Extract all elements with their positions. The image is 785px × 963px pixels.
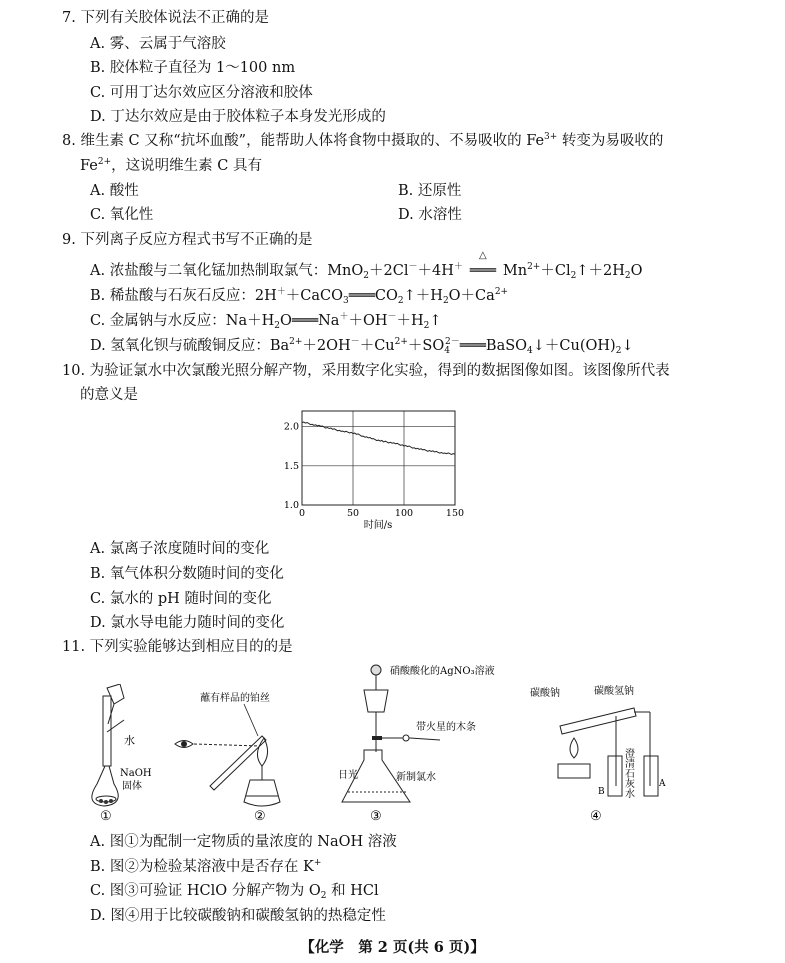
q8-option-b: B. 还原性 [398,183,462,199]
fig3-light-label: 日光 [338,770,358,781]
q11-stem: 11. 下列实验能够达到相应目的的是 [62,639,293,655]
fig4-na2co3-label: 碳酸钠 [530,688,560,699]
x-tick-labels [299,508,464,519]
q7-option-c: C. 可用丁达尔效应区分溶液和胶体 [90,85,313,101]
y-tick-label: 1.5 [283,460,299,472]
fig3-chlorine-water-label: 新制氯水 [396,772,436,783]
fig2-number: ② [254,809,266,824]
x-tick-label: 0 [298,508,306,519]
page-footer: 【化学 第 2 页(共 6 页)】 [300,939,485,956]
q9-stem: 9. 下列离子反应方程式书写不正确的是 [62,232,313,248]
fig1-number: ① [100,809,112,824]
q7-stem: 7. 下列有关胶体说法不正确的是 [62,10,269,26]
fig1-naoh-label: NaOH [120,768,152,779]
q11-option-b: B. 图②为检验某溶液中是否存在 K+ [90,858,322,875]
fig4-b-label: B [598,787,605,797]
fig1-water-label: 水 [124,734,135,747]
chart-grid [302,411,455,505]
figure-3-chlorine-water [330,660,515,824]
x-tick-label: 100 [394,508,414,519]
q10-option-d: D. 氯水导电能力随时间的变化 [90,615,285,631]
q8-option-c: C. 氧化性 [90,207,154,223]
q11-option-d: D. 图④用于比较碳酸钠和碳酸氢钠的热稳定性 [90,908,386,924]
y-tick-label: 2.0 [283,421,299,433]
q11-option-a: A. 图①为配制一定物质的量浓度的 NaOH 溶液 [90,834,397,850]
plot-frame [302,411,455,505]
q10-option-a: A. 氯离子浓度随时间的变化 [90,541,270,557]
q10-option-c: C. 氯水的 pH 随时间的变化 [90,591,272,607]
q8-option-a: A. 酸性 [90,183,139,199]
fig4-a-label: A [659,779,666,789]
q8-stem-line2: $Fe^{2+}$，这说明维生素 C 具有 [80,157,262,174]
fig4-nahco3-label: 碳酸氢钠 [594,686,634,697]
ph-time-chart [280,407,465,531]
q9-option-d: D. 氢氧化钡与硫酸铜反应：$Ba^{2+}+2OH^-+Cu^{2+}+SO_4^{2-}═══BaSO_4↓+Cu(OH)_2↓$ [90,337,634,356]
figure-4-thermal-stability [524,676,669,826]
figure-1-volumetric-flask [84,684,174,824]
x-axis-label: 时间/s [363,520,393,531]
q9-option-a: A. 浓盐酸与二氧化锰加热制取氯气：MnO$_2$＋2Cl－＋4H＋ △ ═══ $Mn^{2+}+Cl_2↑+2H_2O$ [90,250,643,281]
heat-symbol: △ [479,250,487,261]
fig3-number: ③ [370,809,382,824]
x-tick-label: 50 [346,508,360,519]
q9-option-b: B. 稀盐酸与石灰石反应：$2H^++CaCO_3═══CO_2↑+H_2O+Ca^{2+}$ [90,287,509,306]
q9-option-c: C. 金属钠与水反应：$Na+H_2O═══Na^++OH^-+H_2↑$ [90,312,442,331]
q7-option-d: D. 丁达尔效应是由于胶体粒子本身发光形成的 [90,109,386,125]
fig3-splint-label: 带火星的木条 [416,722,476,733]
q8-option-d: D. 水溶性 [398,207,462,223]
x-tick-label: 150 [445,508,465,519]
q7-option-b: B. 胶体粒子直径为 1～100 nm [90,60,296,76]
fig1-solid-label: 固体 [122,781,142,792]
y-tick-labels [284,422,299,511]
q11-option-c: C. 图③可验证 HClO 分解产物为 $O_2$ 和 HCl [90,883,379,901]
q8-stem-line1: 8. 维生素 C 又称“抗坏血酸”，能帮助人体将食物中摄取的、不易吸收的 $Fe^{3+}$ 转变为易吸收的 [62,132,664,149]
fig4-number: ④ [590,809,602,824]
figure-2-flame-test [170,684,315,824]
fig3-agno3-label: 硝酸酸化的AgNO₃溶液 [390,666,495,677]
q10-option-b: B. 氧气体积分数随时间的变化 [90,566,284,582]
q7-option-a: A. 雾、云属于气溶胶 [90,36,226,52]
q10-stem-line2: 的意义是 [80,387,138,403]
y-tick-label: 1.0 [283,500,299,511]
fig2-wire-label: 蘸有样品的铂丝 [200,693,270,704]
fig4-limewater-label: 澄清石灰水 [622,748,634,798]
q10-stem-line1: 10. 为验证氯水中次氯酸光照分解产物，采用数字化实验，得到的数据图像如图。该图像所代表 [62,363,670,379]
